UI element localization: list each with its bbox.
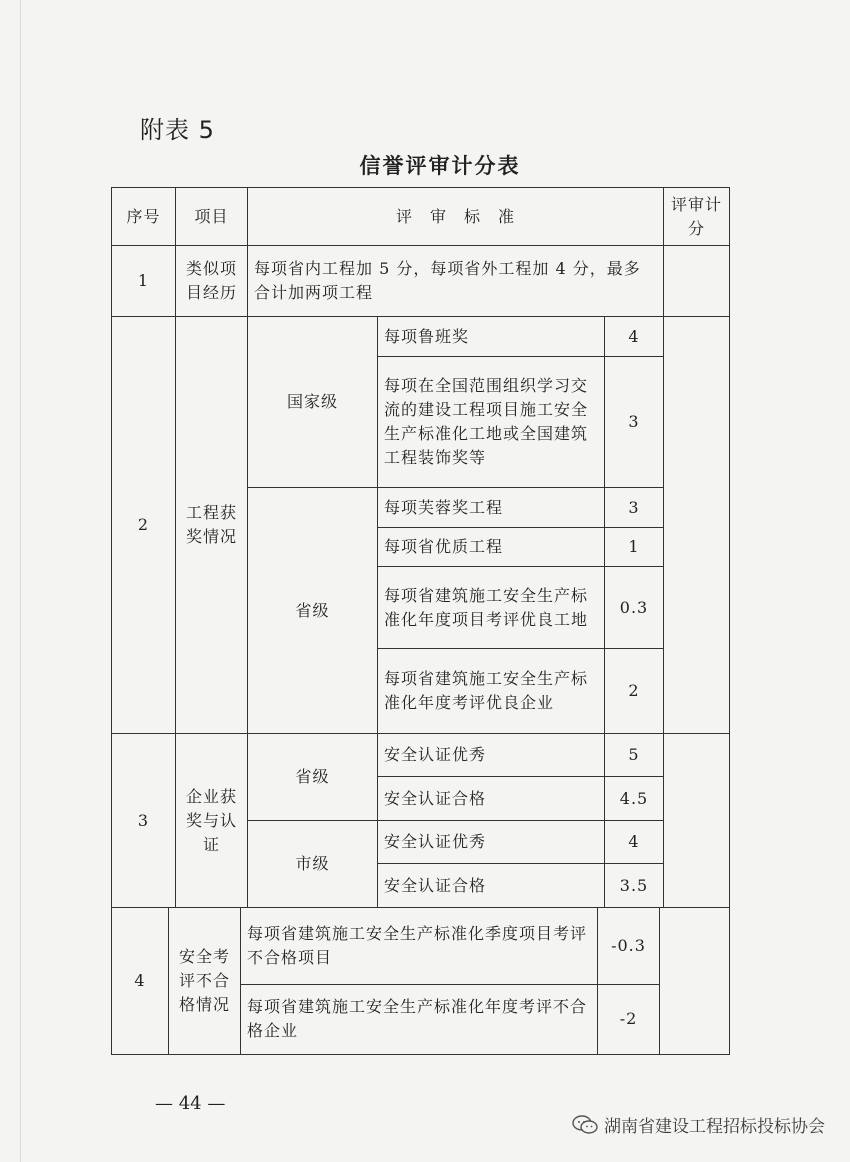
header-no: 序号 bbox=[112, 188, 176, 246]
watermark bbox=[572, 1112, 825, 1137]
criteria-text: 安全认证优秀 bbox=[378, 821, 605, 864]
criteria-text: 每项省建筑施工安全生产标准化年度考评不合格企业 bbox=[241, 984, 598, 1054]
score-cell bbox=[664, 734, 730, 908]
credit-score-table bbox=[111, 187, 729, 1055]
score-cell bbox=[664, 317, 730, 734]
points-value: 4 bbox=[605, 821, 664, 864]
points-value: 2 bbox=[605, 649, 664, 734]
level-label: 省级 bbox=[248, 488, 378, 734]
table-row bbox=[112, 246, 730, 317]
header-item: 项目 bbox=[176, 188, 248, 246]
level-label: 省级 bbox=[248, 734, 378, 821]
row-number: 1 bbox=[112, 246, 176, 317]
row-criteria: 每项省内工程加 5 分，每项省外工程加 4 分，最多合计加两项工程 bbox=[248, 246, 664, 317]
score-table-main bbox=[111, 187, 730, 908]
page-number: — 44 — bbox=[155, 1093, 226, 1114]
row-item: 工程获奖情况 bbox=[176, 317, 248, 734]
points-value: 3 bbox=[605, 488, 664, 528]
row-number: 2 bbox=[112, 317, 176, 734]
criteria-text: 每项在全国范围组织学习交流的建设工程项目施工安全生产标准化工地或全国建筑工程装饰奖等 bbox=[378, 357, 605, 488]
criteria-text: 每项省建筑施工安全生产标准化年度考评优良企业 bbox=[378, 649, 605, 734]
points-value: 1 bbox=[605, 528, 664, 567]
score-cell bbox=[664, 246, 730, 317]
points-value: 3 bbox=[605, 357, 664, 488]
annex-label: 附表 5 bbox=[140, 116, 215, 144]
score-cell bbox=[660, 907, 730, 1054]
table-row bbox=[112, 907, 730, 984]
criteria-text: 安全认证合格 bbox=[378, 864, 605, 908]
criteria-text: 安全认证优秀 bbox=[378, 734, 605, 777]
level-label: 国家级 bbox=[248, 317, 378, 488]
criteria-text: 每项鲁班奖 bbox=[378, 317, 605, 357]
criteria-text: 每项省优质工程 bbox=[378, 528, 605, 567]
points-value: 4.5 bbox=[605, 777, 664, 821]
criteria-text: 安全认证合格 bbox=[378, 777, 605, 821]
row-number: 4 bbox=[112, 907, 169, 1054]
header-score: 评审计分 bbox=[664, 188, 730, 246]
score-table-row4 bbox=[111, 907, 730, 1055]
criteria-text: 每项省建筑施工安全生产标准化年度项目考评优良工地 bbox=[378, 567, 605, 649]
criteria-text: 每项芙蓉奖工程 bbox=[378, 488, 605, 528]
table-row bbox=[112, 317, 730, 357]
points-value: 3.5 bbox=[605, 864, 664, 908]
row-number: 3 bbox=[112, 734, 176, 908]
criteria-text: 每项省建筑施工安全生产标准化季度项目考评不合格项目 bbox=[241, 907, 598, 984]
points-value: 4 bbox=[605, 317, 664, 357]
wechat-icon bbox=[572, 1115, 598, 1135]
page-title: 信誉评审计分表 bbox=[359, 154, 521, 178]
header-criteria: 评 审 标 准 bbox=[248, 188, 664, 246]
header-row bbox=[112, 188, 730, 246]
row-item: 类似项目经历 bbox=[176, 246, 248, 317]
row-item: 企业获奖与认证 bbox=[176, 734, 248, 908]
points-value: 0.3 bbox=[605, 567, 664, 649]
table-row bbox=[112, 734, 730, 777]
points-value: -0.3 bbox=[598, 907, 660, 984]
level-label: 市级 bbox=[248, 821, 378, 908]
row-item: 安全考评不合格情况 bbox=[169, 907, 241, 1054]
points-value: -2 bbox=[598, 984, 660, 1054]
watermark-text: 湖南省建设工程招标投标协会 bbox=[604, 1117, 825, 1137]
points-value: 5 bbox=[605, 734, 664, 777]
